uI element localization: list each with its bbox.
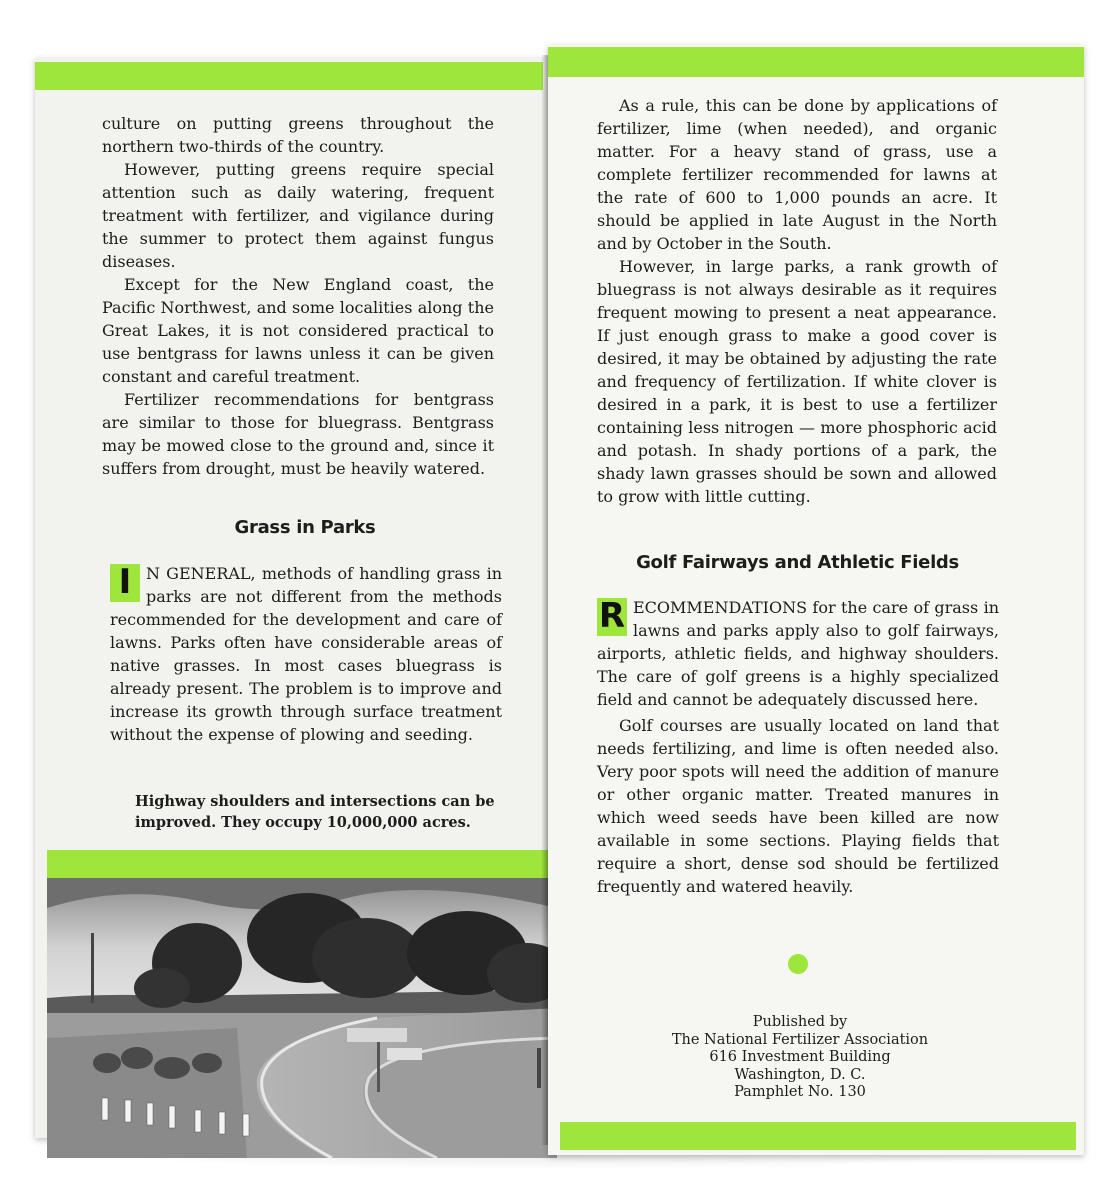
right-body-text <box>597 94 997 508</box>
photo-caption: Highway shoulders and intersections can be improved. They occupy 10,000,000 acres. <box>135 793 495 831</box>
right-top-green-band <box>548 47 1084 77</box>
right-bottom-green-band <box>560 1122 1076 1150</box>
left-body-text <box>102 112 494 480</box>
publisher-line-5: Pamphlet No. 130 <box>734 1084 866 1100</box>
left-paragraph-3: Except for the New England coast, the Pacific Northwest, and some localities along the Great Lakes, it is not considered practical to use bentgrass for lawns unless it can be given constant and careful treatment. <box>102 275 494 386</box>
left-paragraph-2: However, putting greens require special attention such as daily watering, frequent treatment with fertilizer, and vigilance during the summer to protect them against fungus diseases. <box>102 160 494 271</box>
highway-photo <box>47 878 557 1158</box>
left-paragraph-4: Fertilizer recommendations for bentgrass are similar to those for bluegrass. Bentgrass may be mowed close to the ground and, since it suffers from drought, must be heavily watered. <box>102 390 494 478</box>
drop-cap-r: R <box>598 596 626 636</box>
left-top-green-band <box>35 62 543 90</box>
left-lead-paragraph: N GENERAL, methods of handling grass in parks are not different from the methods recommended for the development and care of lawns. Parks often have considerable areas of native grasses. In most cases bluegrass is already present. The problem is to improve and increase its growth through surface treatment without the expense of plowing and seeding. <box>110 564 502 744</box>
drop-cap-i: I <box>110 564 140 602</box>
left-lead-section <box>110 562 502 746</box>
right-paragraph-1: As a rule, this can be done by applications of fertilizer, lime (when needed), and organic matter. For a heavy stand of grass, use a complete fertilizer recommended for lawns at the rate of 600 to 1,000 pounds an acre. It should be applied in late August in the North and by October in the South. <box>597 96 997 253</box>
publisher-line-1: Published by <box>752 1014 848 1030</box>
publisher-line-2: The National Fertilizer Association <box>671 1031 929 1048</box>
publisher-line-4: Washington, D. C. <box>734 1066 866 1083</box>
right-lead-paragraph: ECOMMENDATIONS for the care of grass in lawns and parks apply also to golf fairways, airports, athletic fields, and highway shoulders. The care of golf greens is a highly specialized field and cannot be adequately discussed here. <box>597 598 999 709</box>
right-lead-section <box>597 596 999 898</box>
heading-grass-in-parks: Grass in Parks <box>234 517 376 538</box>
publisher-block <box>640 1014 960 1102</box>
publisher-line-3: 616 Investment Building <box>709 1049 891 1065</box>
right-paragraph-3: Golf courses are usually located on land that needs fertilizing, and lime is often needed also. Very poor spots will need the addition of manure or other organic matter. Treated manures in which weed seeds have been killed are now available in some sections. Playing fields that require a short, dense sod should be fertilized frequently and watered heavily. <box>597 716 999 896</box>
left-paragraph-1: culture on putting greens throughout the northern two-thirds of the country. <box>102 114 494 156</box>
right-paragraph-2: However, in large parks, a rank growth of bluegrass is not always desirable as it requires frequent mowing to present a neat appearance. If just enough grass to make a good cover is desired, it may be obtained by adjusting the rate and frequency of fertilization. If white clover is desired in a park, it is best to use a fertilizer containing less nitrogen — more phosphoric acid and potash. In shady portions of a park, the shady lawn grasses should be sown and allowed to grow with little cutting. <box>597 257 997 506</box>
heading-golf-fairways: Golf Fairways and Athletic Fields <box>636 552 959 573</box>
highway-scene-image <box>47 878 557 1158</box>
left-bottom-green-band <box>47 850 557 878</box>
green-dot-ornament <box>788 954 808 974</box>
